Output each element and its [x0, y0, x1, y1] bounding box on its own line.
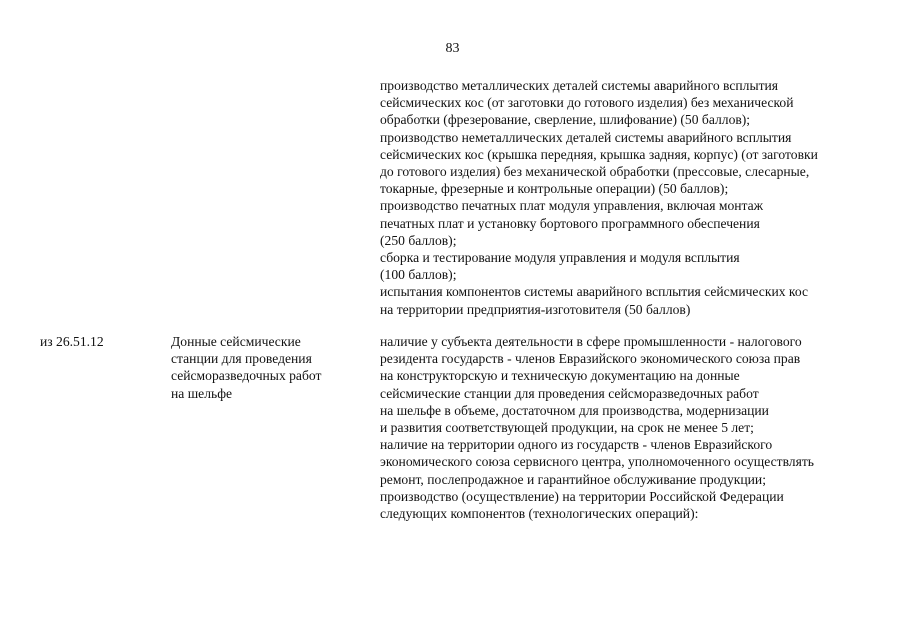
text-line: сейсмических кос (крышка передняя, крышка задняя, корпус) (от заготовки — [380, 146, 818, 162]
text-line: наличие у субъекта деятельности в сфере промышленности - налогового — [380, 334, 802, 349]
text-line: (250 баллов); — [380, 232, 457, 248]
text-line: и развития соответствующей продукции, на срок не менее 5 лет; — [380, 420, 754, 436]
text-line: станции для проведения — [171, 351, 312, 367]
text-line: испытания компонентов системы аварийного всплытия сейсмических кос — [380, 284, 808, 300]
text-line: печатных плат и установку бортового программного обеспечения — [380, 215, 760, 231]
text-line: экономического союза сервисного центра, уполномоченного осуществлять — [380, 454, 814, 470]
page-number: 83 — [445, 41, 460, 56]
text-line: токарные, фрезерные и контрольные операции) (50 баллов); — [380, 181, 729, 197]
text-line: сейсмические станции для проведения сейсморазведочных работ — [380, 385, 759, 401]
continuation-requirements — [380, 77, 818, 318]
text-line: на конструкторскую и техническую документацию на донные — [380, 368, 740, 384]
text-line: на шельфе в объеме, достаточном для производства, модернизации — [380, 402, 769, 418]
text-line: (100 баллов); — [380, 267, 457, 283]
text-line: на территории предприятия-изготовителя (50 баллов) — [380, 301, 691, 317]
text-line: сейсморазведочных работ — [171, 368, 322, 384]
text-line: сейсмических кос (от заготовки до готового изделия) без механической — [380, 95, 794, 111]
text-line: производство печатных плат модуля управления, включая монтаж — [380, 198, 764, 214]
product-name — [171, 333, 321, 402]
text-line: производство неметаллических деталей системы аварийного всплытия — [380, 129, 792, 145]
text-line: обработки (фрезерование, сверление, шлифование) (50 баллов); — [380, 112, 751, 128]
text-line: следующих компонентов (технологических операций): — [380, 506, 699, 522]
text-line: наличие на территории одного из государств - членов Евразийского — [380, 437, 773, 453]
text-line: резидента государств - членов Евразийского экономического союза прав — [380, 351, 801, 367]
product-code: из 26.51.12 — [40, 334, 104, 349]
text-line: до готового изделия) без механической обработки (прессовые, слесарные, — [380, 164, 810, 180]
product-requirements — [380, 333, 814, 522]
text-line: производство металлических деталей системы аварийного всплытия — [380, 78, 779, 93]
text-line: производство (осуществление) на территории Российской Федерации — [380, 488, 784, 504]
text-line: ремонт, послепродажное и гарантийное обслуживание продукции; — [380, 471, 766, 487]
text-line: Донные сейсмические — [171, 334, 301, 349]
text-line: сборка и тестирование модуля управления и модуля всплытия — [380, 250, 740, 266]
text-line: на шельфе — [171, 385, 233, 401]
